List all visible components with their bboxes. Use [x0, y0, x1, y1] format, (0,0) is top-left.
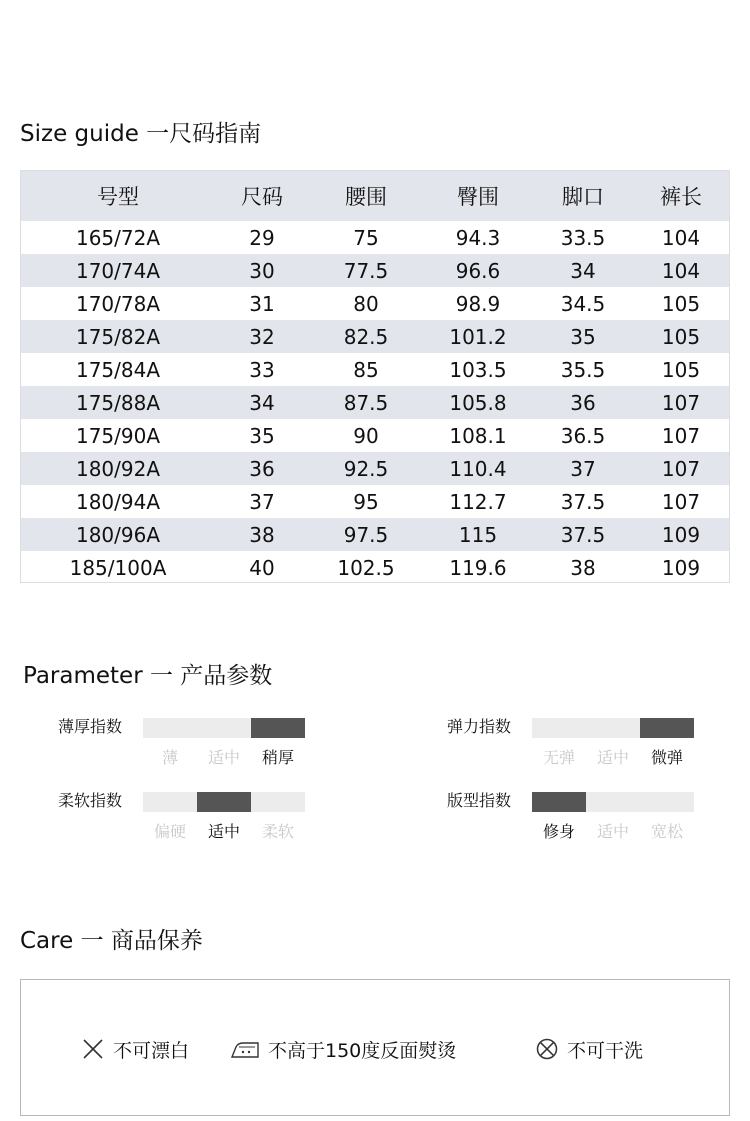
param-track — [143, 718, 305, 738]
table-cell: 36.5 — [560, 423, 606, 448]
table-row — [21, 485, 729, 518]
table-cell: 38 — [570, 555, 596, 580]
size-table-body — [21, 221, 729, 584]
param-fill — [640, 718, 694, 738]
care-title: Care 一 商品保养 — [20, 928, 203, 954]
table-cell: 37.5 — [560, 522, 606, 547]
param-fill — [251, 718, 305, 738]
iron-icon — [230, 1038, 260, 1060]
table-row — [21, 254, 729, 287]
care-box — [20, 979, 730, 1116]
table-cell: 38 — [249, 522, 275, 547]
table-cell: 94.3 — [455, 225, 501, 250]
table-cell: 77.5 — [343, 258, 389, 283]
care-text: 不可漂白 — [113, 1039, 190, 1062]
table-cell: 35 — [570, 324, 596, 349]
table-cell: 96.6 — [455, 258, 501, 283]
table-cell: 92.5 — [343, 456, 389, 481]
param-fill — [197, 792, 251, 812]
table-cell: 180/92A — [75, 456, 161, 481]
param-option: 修身 — [542, 822, 575, 841]
table-cell: 105.8 — [449, 390, 507, 415]
param-option: 适中 — [207, 822, 240, 841]
header-cell: 臀围 — [457, 185, 499, 209]
table-cell: 175/82A — [75, 324, 161, 349]
table-cell: 37.5 — [560, 489, 606, 514]
table-cell: 101.2 — [449, 324, 507, 349]
table-cell: 85 — [353, 357, 379, 382]
param-label: 柔软指数 — [58, 791, 123, 810]
table-cell: 105 — [661, 291, 701, 316]
param-track — [532, 718, 694, 738]
table-row — [21, 518, 729, 551]
size-table-header — [21, 171, 729, 221]
table-cell: 185/100A — [69, 555, 167, 580]
header-cell: 尺码 — [241, 185, 283, 209]
param-track — [532, 792, 694, 812]
table-cell: 37 — [249, 489, 275, 514]
header-cell: 脚口 — [562, 185, 604, 209]
table-cell: 112.7 — [449, 489, 507, 514]
table-cell: 36 — [249, 456, 275, 481]
table-cell: 82.5 — [343, 324, 389, 349]
table-cell: 33 — [249, 357, 275, 382]
param-thickness — [58, 717, 378, 777]
table-cell: 34 — [249, 390, 275, 415]
no-bleach-icon — [81, 1037, 105, 1061]
care-item-no-bleach — [81, 1036, 189, 1062]
table-cell: 170/74A — [75, 258, 161, 283]
table-cell: 175/90A — [75, 423, 161, 448]
table-cell: 107 — [661, 456, 701, 481]
table-cell: 87.5 — [343, 390, 389, 415]
table-cell: 103.5 — [449, 357, 507, 382]
table-cell: 34.5 — [560, 291, 606, 316]
table-cell: 107 — [661, 489, 701, 514]
table-cell: 119.6 — [449, 555, 507, 580]
table-cell: 30 — [249, 258, 275, 283]
table-cell: 170/78A — [75, 291, 161, 316]
table-cell: 37 — [570, 456, 596, 481]
table-cell: 165/72A — [75, 225, 161, 250]
table-row — [21, 320, 729, 353]
param-option: 稍厚 — [261, 748, 294, 767]
param-option: 微弹 — [650, 748, 683, 767]
size-table — [20, 170, 730, 583]
table-cell: 32 — [249, 324, 275, 349]
table-cell: 34 — [570, 258, 596, 283]
table-cell: 95 — [353, 489, 379, 514]
table-cell: 175/84A — [75, 357, 161, 382]
param-label: 薄厚指数 — [58, 717, 123, 736]
param-fill — [532, 792, 586, 812]
table-cell: 102.5 — [337, 555, 395, 580]
table-cell: 36 — [570, 390, 596, 415]
param-option: 适中 — [596, 748, 629, 767]
care-item-no-dry-clean — [535, 1036, 643, 1062]
param-option: 无弹 — [542, 748, 575, 767]
table-cell: 107 — [661, 423, 701, 448]
table-cell: 105 — [661, 324, 701, 349]
param-track — [143, 792, 305, 812]
table-cell: 109 — [661, 522, 701, 547]
param-elasticity — [447, 717, 750, 777]
param-option: 偏硬 — [153, 822, 186, 841]
header-cell: 裤长 — [660, 185, 702, 209]
size-guide-title: Size guide 一尺码指南 — [20, 121, 262, 147]
table-cell: 35.5 — [560, 357, 606, 382]
table-cell: 40 — [249, 555, 275, 580]
table-cell: 105 — [661, 357, 701, 382]
table-cell: 75 — [353, 225, 379, 250]
table-cell: 90 — [353, 423, 379, 448]
care-text: 不高于150度反面熨烫 — [268, 1039, 457, 1062]
no-dry-clean-icon — [535, 1037, 559, 1061]
table-cell: 175/88A — [75, 390, 161, 415]
header-cell: 号型 — [97, 185, 139, 209]
table-cell: 97.5 — [343, 522, 389, 547]
table-row — [21, 221, 729, 254]
table-cell: 108.1 — [449, 423, 507, 448]
table-cell: 80 — [353, 291, 379, 316]
table-cell: 33.5 — [560, 225, 606, 250]
table-cell: 98.9 — [455, 291, 501, 316]
table-cell: 180/94A — [75, 489, 161, 514]
table-cell: 35 — [249, 423, 275, 448]
table-cell: 107 — [661, 390, 701, 415]
param-option: 薄 — [161, 748, 178, 767]
param-softness — [58, 791, 378, 851]
table-row — [21, 551, 729, 584]
table-cell: 29 — [249, 225, 275, 250]
header-cell: 腰围 — [345, 185, 387, 209]
param-label: 版型指数 — [447, 791, 512, 810]
table-row — [21, 386, 729, 419]
param-option: 宽松 — [650, 822, 683, 841]
table-row — [21, 419, 729, 452]
table-cell: 115 — [458, 522, 498, 547]
parameter-title: Parameter 一 产品参数 — [23, 663, 273, 689]
care-text: 不可干洗 — [567, 1039, 644, 1062]
table-row — [21, 287, 729, 320]
care-item-iron — [230, 1036, 456, 1062]
table-cell: 109 — [661, 555, 701, 580]
table-row — [21, 452, 729, 485]
param-option: 适中 — [207, 748, 240, 767]
table-cell: 180/96A — [75, 522, 161, 547]
table-row — [21, 353, 729, 386]
param-option: 适中 — [596, 822, 629, 841]
table-cell: 104 — [661, 225, 701, 250]
table-cell: 31 — [249, 291, 275, 316]
param-option: 柔软 — [261, 822, 294, 841]
table-cell: 110.4 — [449, 456, 507, 481]
param-label: 弹力指数 — [447, 717, 512, 736]
param-fit — [447, 791, 750, 851]
table-cell: 104 — [661, 258, 701, 283]
